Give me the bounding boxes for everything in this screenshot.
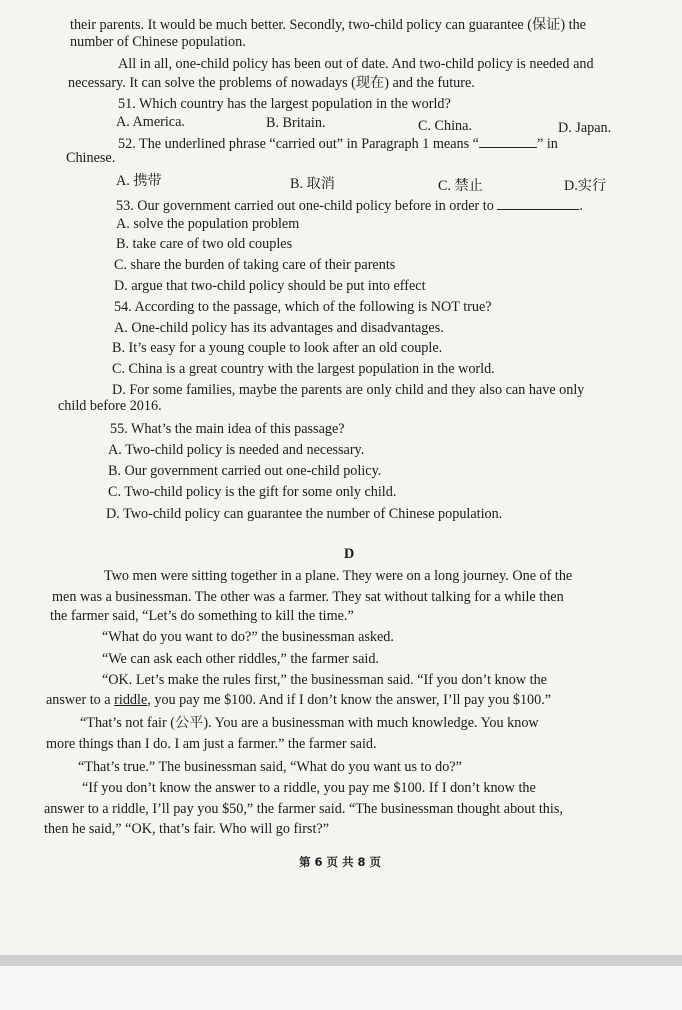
q52-option-d: D.实行 — [564, 178, 607, 194]
q55-option-c: C. Two-child policy is the gift for some only child. — [108, 484, 397, 500]
question-52-tail: ” in — [536, 136, 558, 152]
question-53-tail: . — [579, 198, 583, 214]
text-line: “We can ask each other riddles,” the farmer said. — [102, 651, 379, 667]
text-line: “What do you want to do?” the businessman asked. — [102, 629, 394, 645]
q52-option-a: A. 携带 — [116, 173, 162, 189]
q52-option-c: C. 禁止 — [438, 178, 483, 194]
q53-option-c: C. share the burden of taking care of their parents — [114, 257, 396, 273]
underlined-word: riddle — [114, 692, 148, 708]
text-line: necessary. It can solve the problems of nowadays (现在) and the future. — [68, 75, 475, 91]
text-line: Chinese. — [66, 150, 116, 166]
page-footer: 第 6 页 共 8 页 — [299, 855, 382, 869]
q53-option-a: A. solve the population problem — [116, 216, 300, 232]
text-line: number of Chinese population. — [70, 34, 246, 50]
q55-option-d: D. Two-child policy can guarantee the number of Chinese population. — [106, 506, 503, 522]
answer-blank — [497, 199, 579, 210]
text-segment: answer to a — [46, 692, 115, 708]
text-line: All in all, one-child policy has been out of date. And two-child policy is needed and — [118, 56, 594, 72]
text-line: then he said,” “OK, that’s fair. Who will go first?” — [44, 821, 329, 837]
question-54: 54. According to the passage, which of the following is NOT true? — [114, 299, 492, 315]
question-53 — [116, 197, 583, 215]
question-55: 55. What’s the main idea of this passage? — [110, 421, 345, 437]
q54-option-c: C. China is a great country with the largest population in the world. — [112, 361, 495, 377]
q54-option-a: A. One-child policy has its advantages and disadvantages. — [114, 320, 444, 336]
text-line: the farmer said, “Let’s do something to kill the time.” — [50, 608, 354, 624]
text-line: “OK. Let’s make the rules first,” the businessman said. “If you don’t know the — [102, 672, 547, 688]
question-52 — [118, 135, 558, 153]
blank-area — [0, 966, 682, 1010]
q51-option-a: A. America. — [116, 114, 185, 130]
question-53-text: 53. Our government carried out one-child policy before in order to — [116, 198, 494, 214]
q51-option-b: B. Britain. — [266, 115, 326, 131]
q52-option-b: B. 取消 — [290, 176, 335, 192]
q53-option-b: B. take care of two old couples — [116, 236, 293, 252]
text-line: “That’s not fair (公平). You are a businessman with much knowledge. You know — [80, 715, 539, 731]
answer-blank — [479, 137, 537, 148]
text-line: men was a businessman. The other was a farmer. They sat without talking for a while then — [52, 589, 564, 605]
section-heading: D — [344, 546, 355, 562]
q54-option-b: B. It’s easy for a young couple to look after an old couple. — [112, 340, 443, 356]
q54-option-d: D. For some families, maybe the parents are only child and they also can have only — [112, 382, 585, 398]
text-line: child before 2016. — [58, 398, 162, 414]
text-line: more things than I do. I am just a farmer.” the farmer said. — [46, 736, 377, 752]
q51-option-c: C. China. — [418, 118, 472, 134]
question-52-text: 52. The underlined phrase “carried out” in Paragraph 1 means “ — [118, 136, 479, 152]
text-line: Two men were sitting together in a plane. They were on a long journey. One of the — [104, 568, 573, 584]
text-line — [46, 691, 551, 709]
q51-option-d: D. Japan. — [558, 120, 612, 136]
text-line: answer to a riddle, I’ll pay you $50,” the farmer said. “The businessman thought about this, — [44, 801, 563, 817]
question-51: 51. Which country has the largest population in the world? — [118, 96, 451, 112]
text-line: “If you don’t know the answer to a riddle, you pay me $100. If I don’t know the — [82, 780, 536, 796]
text-segment: , you pay me $100. And if I don’t know the answer, I’ll pay you $100.” — [147, 692, 552, 708]
q55-option-b: B. Our government carried out one-child policy. — [108, 463, 382, 479]
text-line: “That’s true.” The businessman said, “What do you want us to do?” — [78, 759, 462, 775]
q55-option-a: A. Two-child policy is needed and necessary. — [108, 442, 365, 458]
scan-edge-band — [0, 955, 682, 966]
q53-option-d: D. argue that two-child policy should be put into effect — [114, 278, 426, 294]
text-line: their parents. It would be much better. Secondly, two-child policy can guarantee (保证) the — [70, 17, 586, 33]
